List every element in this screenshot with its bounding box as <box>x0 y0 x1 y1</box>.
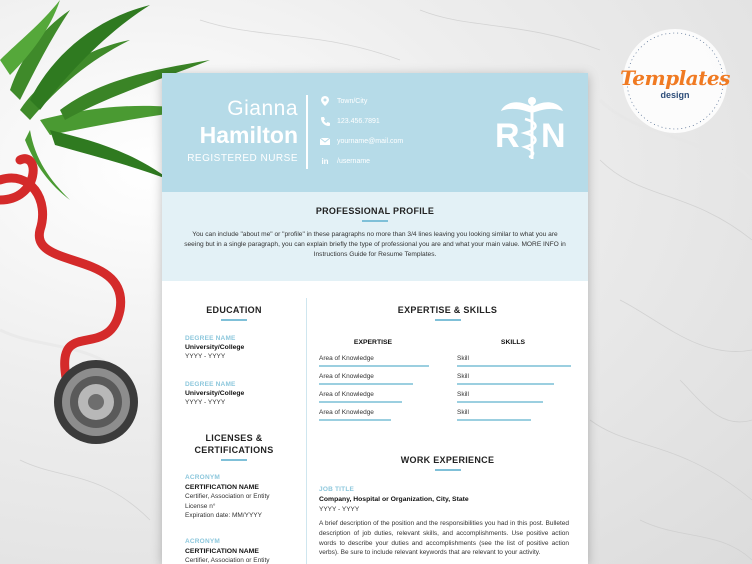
skill-item <box>457 391 571 409</box>
education-heading: EDUCATION <box>206 305 262 315</box>
degree-name: DEGREE NAME <box>185 335 236 342</box>
contact-linkedin <box>320 154 370 168</box>
contact-location-text: Town/City <box>337 97 368 105</box>
skill-level-bar <box>457 383 554 385</box>
expertise-column-heading: EXPERTISE <box>353 339 393 346</box>
school-name: University/College <box>185 390 245 397</box>
linkedin-icon: in <box>321 156 329 166</box>
logo-wordmark: Templates <box>620 66 730 90</box>
work-underline <box>435 469 461 471</box>
rn-monogram <box>495 95 569 161</box>
expertise-item <box>319 355 429 373</box>
education-underline <box>221 319 247 321</box>
expertise-item <box>319 409 429 427</box>
licenses-heading-line1: LICENSES & <box>205 433 263 443</box>
expertise-level-bar <box>319 401 402 403</box>
licenses-heading-line2: CERTIFICATIONS <box>194 445 274 455</box>
expertise-item <box>319 373 429 391</box>
certification-item <box>185 537 270 564</box>
skills-heading: EXPERTISE & SKILLS <box>397 305 498 315</box>
brand-logo <box>620 26 730 136</box>
last-name: Hamilton <box>199 122 298 148</box>
email-icon <box>320 136 330 146</box>
expertise-label: Area of Knowledge <box>319 391 374 398</box>
monogram-r: R <box>495 117 520 155</box>
phone-icon <box>320 116 330 126</box>
education-years: YYYY - YYYY <box>185 399 226 406</box>
skill-label: Skill <box>457 355 469 362</box>
expertise-level-bar <box>319 365 429 367</box>
right-column <box>307 281 588 564</box>
work-description: A brief description of the position and the responsibilities you had in this post. Bulleted description of job duties, relevant skills, and accomplishments. Use positive action words to describe your duties and accomplishments (see the list of positive action verbs). Be sure to include relevant keywords that are relevant to your activity. <box>319 520 569 557</box>
education-item <box>185 381 244 406</box>
school-name: University/College <box>185 344 245 351</box>
cert-acronym: ACRONYM <box>185 474 220 481</box>
education-years: YYYY - YYYY <box>185 353 226 360</box>
contact-phone-text: 123.456.7891 <box>337 117 380 125</box>
skill-label: Skill <box>457 409 469 416</box>
contact-email-text: yourname@mail.com <box>337 137 404 145</box>
degree-name: DEGREE NAME <box>185 381 236 388</box>
skills-underline <box>435 319 461 321</box>
cert-license: License n° <box>185 502 216 510</box>
job-title: REGISTERED NURSE <box>187 153 298 164</box>
profile-heading-underline <box>362 220 388 222</box>
work-item <box>319 485 569 558</box>
stethoscope-decoration <box>0 140 170 564</box>
cert-expiration: Expiration date: MM/YYYY <box>185 512 262 519</box>
skills-column-heading: SKILLS <box>500 339 526 346</box>
logo-subtitle: design <box>660 90 690 100</box>
cert-name: CERTIFICATION NAME <box>185 483 259 491</box>
header-divider <box>306 95 308 169</box>
skill-label: Skill <box>457 373 469 380</box>
skill-item <box>457 409 571 427</box>
skill-item <box>457 355 571 373</box>
skill-level-bar <box>457 401 543 403</box>
certification-item <box>185 473 270 521</box>
resume-document <box>162 73 588 564</box>
profile-section <box>162 192 588 281</box>
contact-phone <box>320 114 380 128</box>
left-column <box>162 281 306 564</box>
profile-heading: PROFESSIONAL PROFILE <box>315 206 435 216</box>
work-heading: WORK EXPERIENCE <box>400 455 495 465</box>
skill-level-bar <box>457 419 531 421</box>
work-company: Company, Hospital or Organization, City, State <box>319 496 469 503</box>
contact-email <box>320 134 403 148</box>
cert-acronym: ACRONYM <box>185 538 220 545</box>
work-job-title: JOB TITLE <box>319 486 355 493</box>
first-name: Gianna <box>227 97 298 120</box>
licenses-underline <box>221 459 247 461</box>
contact-location <box>320 94 367 108</box>
cert-certifier: Certifier, Association or Entity <box>185 557 270 564</box>
education-item <box>185 335 244 360</box>
expertise-label: Area of Knowledge <box>319 409 374 416</box>
profile-text: You can include "about me" or "profile" in these paragraphs no more than 3/4 lines leaving you looking similar to what you are seeing but in a single paragraph, you can explain briefly the type of professional you are and what your main value. MORE INFO in Instructions Guide for Resume Templates. <box>184 231 566 258</box>
monogram-n: N <box>541 117 566 155</box>
resume-header <box>162 73 588 192</box>
expertise-item <box>319 391 429 409</box>
expertise-label: Area of Knowledge <box>319 355 374 362</box>
location-pin-icon <box>320 96 330 106</box>
expertise-label: Area of Knowledge <box>319 373 374 380</box>
skill-level-bar <box>457 365 571 367</box>
expertise-level-bar <box>319 383 413 385</box>
cert-certifier: Certifier, Association or Entity <box>185 493 270 500</box>
skill-item <box>457 373 571 391</box>
expertise-level-bar <box>319 419 391 421</box>
work-years: YYYY - YYYY <box>319 506 360 513</box>
cert-name: CERTIFICATION NAME <box>185 547 259 555</box>
skill-label: Skill <box>457 391 469 398</box>
contact-linkedin-text: /username <box>337 157 371 165</box>
